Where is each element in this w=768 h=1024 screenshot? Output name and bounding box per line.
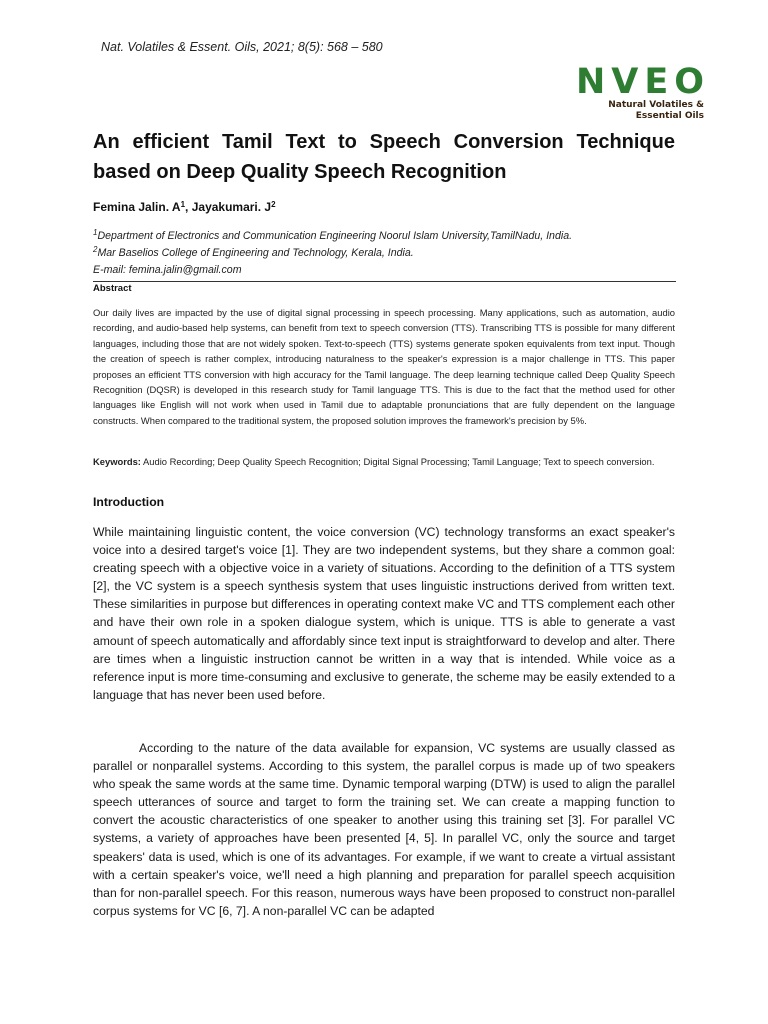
logo-subtitle-line2: Essential Oils xyxy=(635,111,704,121)
author-separator: , xyxy=(185,200,192,214)
abstract-text: Our daily lives are impacted by the use of digital signal processing in speech processing. Many applications, such as automation, audio recording, and audio-based help systems, can benefit from text to speech conversion (TTS). Transcribing TTS is possible for many different languages, including those that are not widely spoken. Text-to-speech (TTS) systems generate spoken equivalents from text input. Though the creation of speech is rather complex, introducing naturalness to the speaker's expression is a major challenge in TTS. This paper proposes an efficient TTS conversion with high accuracy for the Tamil language. The deep learning technique called Deep Quality Speech Recognition (DQSR) is developed in this research study for Tamil language TTS. This is due to the fact that the method used for other languages like English will not work when used in Tamil due to adaptable pronunciations that are fully dependent on the language constructs. When compared to the traditional system, the proposed solution improves the framework's precision by 5%. xyxy=(93,307,675,426)
header-divider xyxy=(93,281,676,282)
body-paragraph: According to the nature of the data available for expansion, VC systems are usually classed as parallel or nonparallel systems. According to this system, the parallel corpus is made up of two speakers who speak the same words at the same time. Dynamic temporal warping (DTW) is used to align the parallel speech utterances of source and target to form the training set. We can create a mapping function to convert the acoustic characteristics of one speaker to another using this training set [3]. For parallel VC systems, a variety of approaches have been presented [4, 5]. In parallel VC, only the source and target speakers' data is used, which is one of its advantages. For example, if we want to create a virtual assistant with a certain speaker's voice, we'll need a high planning and preparation for parallel speech acquisition than for non-parallel speech. For this reason, numerous ways have been proposed to construct non-parallel corpus systems for VC [6, 7]. A non-parallel VC can be adapted xyxy=(93,741,675,918)
affiliation-text: Mar Baselios College of Engineering and Technology, Kerala, India. xyxy=(97,247,414,259)
keywords xyxy=(93,454,675,469)
affiliation-text: Department of Electronics and Communication Engineering Noorul Islam University,TamilNadu, India. xyxy=(97,230,573,242)
author-name: Femina Jalin. A xyxy=(93,200,181,214)
logo-wordmark: NVEO xyxy=(576,62,711,102)
journal-citation: Nat. Volatiles & Essent. Oils, 2021; 8(5): 568 – 580 xyxy=(101,40,383,54)
author-name: Jayakumari. J xyxy=(191,200,272,214)
author-affiliation-mark: 1 xyxy=(180,200,186,209)
journal-logo xyxy=(560,64,710,122)
author-affiliation-mark: 2 xyxy=(271,200,276,209)
section-heading-introduction: Introduction xyxy=(93,495,165,509)
affiliation-2 xyxy=(93,247,414,259)
affiliation-mark: 1 xyxy=(93,228,98,237)
affiliation-mark: 2 xyxy=(93,245,98,254)
body-paragraph: While maintaining linguistic content, the voice conversion (VC) technology transforms an exact speaker's voice into a desired target's voice [1]. They are two independent systems, but they share a common goal: creating speech with a objective voice in a variety of situations. According to the definition of a TTS system [2], the VC system is a speech synthesis system that uses linguistic instructions derived from written text. These similarities in purpose but differences in operating context make VC and TTS complement each other and have their own role in a spoken dialogue system, which is unique. TTS is able to generate a vast amount of speech automatically and affordably since text input is straightforward to develop and alter. There are times when a linguistic instruction cannot be written in a way that is intended. While voice as a reference input is more time-consuming and exclusive to generate, the scheme may be easily extended to a language that has never been used before. xyxy=(93,525,675,702)
keywords-label: Keywords: xyxy=(93,456,141,467)
logo-subtitle-line1: Natural Volatiles & xyxy=(608,100,704,110)
keywords-text: Audio Recording; Deep Quality Speech Recognition; Digital Signal Processing; Tamil Language; Text to speech conversion. xyxy=(140,456,655,467)
abstract-heading: Abstract xyxy=(93,283,132,294)
paper-title: An efficient Tamil Text to Speech Conversion Technique based on Deep Quality Speech Recognition xyxy=(93,131,675,183)
contact-email: E-mail: femina.jalin@gmail.com xyxy=(93,264,242,276)
author-list xyxy=(93,200,276,214)
affiliation-1 xyxy=(93,230,572,242)
